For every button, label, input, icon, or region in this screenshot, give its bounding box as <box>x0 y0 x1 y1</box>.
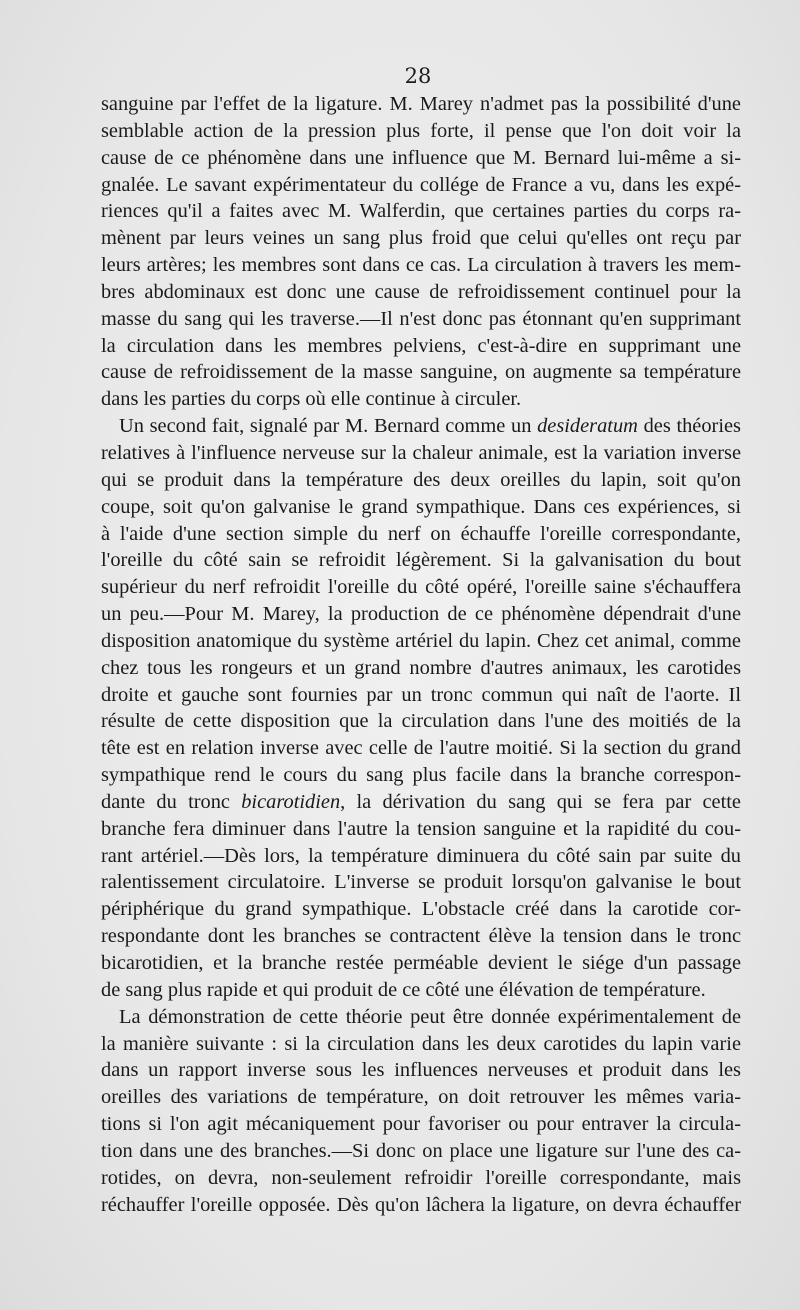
text-line <box>101 413 741 440</box>
text-line: relatives à l'influence nerveuse sur la chaleur animale, est la variation inverse <box>101 441 741 464</box>
text-line: disposition anatomique du système artériel du lapin. Chez cet animal, comme <box>101 629 741 652</box>
text-line: tions si l'on agit mécaniquement pour favoriser ou pour entraver la circula- <box>101 1113 741 1136</box>
italic-term: bicarotidien <box>241 790 341 813</box>
text-line: bicarotidien, et la branche restée perméable devient le siége d'un passage <box>101 952 741 974</box>
text-line: riences qu'il a faites avec M. Walferdin, que certaines parties du corps ra- <box>101 200 741 223</box>
text-line: résulte de cette disposition que la circulation dans l'une des moitiés de la <box>101 710 741 733</box>
text-line: rant artériel.—Dès lors, la température diminuera du côté sain par suite du <box>101 844 741 867</box>
text-line: dans les parties du corps où elle continue à circuler. <box>101 388 522 411</box>
text-line: droite et gauche sont fournies par un tronc commun qui naît de l'aorte. Il <box>101 683 741 706</box>
text-line: l'oreille du côté sain se refroidit légèrement. Si la galvanisation du bout <box>101 549 741 572</box>
text-line: tête est en relation inverse avec celle de l'autre moitié. Si la section du grand <box>101 737 741 760</box>
text-line: masse du sang qui les traverse.—Il n'est donc pas étonnant qu'en supprimant <box>101 307 741 330</box>
text-run: Un second fait, signalé par M. Bernard comme un <box>119 415 538 438</box>
text-line: bres abdominaux est donc une cause de refroidissement continuel pour la <box>101 280 741 303</box>
italic-term: desideratum <box>537 415 638 438</box>
text-line: branche fera diminuer dans l'autre la tension sanguine et la rapidité du cou- <box>101 817 741 840</box>
text-line: La démonstration de cette théorie peut être donnée expérimentalement de <box>119 1005 741 1028</box>
text-line: coupe, soit qu'on galvanise le grand sympathique. Dans ces expériences, si <box>101 495 741 518</box>
text-line: à l'aide d'une section simple du nerf on échauffe l'oreille correspondante, <box>101 522 741 545</box>
text-line: leurs artères; les membres sont dans ce cas. La circulation à travers les mem- <box>101 254 741 277</box>
text-line: dans un rapport inverse sous les influences nerveuses et produit dans les <box>101 1059 741 1082</box>
text-line: cause de ce phénomène dans une influence que M. Bernard lui-même a si- <box>101 146 741 169</box>
text-line: oreilles des variations de température, on doit retrouver les mêmes varia- <box>101 1086 741 1109</box>
text-run: dante du tronc <box>101 790 242 813</box>
text-line: gnalée. Le savant expérimentateur du collége de France a vu, dans les expé- <box>101 173 741 196</box>
text-line: réchauffer l'oreille opposée. Dès qu'on lâchera la ligature, on devra échauffer <box>101 1193 741 1216</box>
page-number: 28 <box>404 64 432 88</box>
text-line: qui se produit dans la température des deux oreilles du lapin, soit qu'on <box>101 468 741 491</box>
text-line: mènent par leurs veines un sang plus froid que celui qu'elles ont reçu par <box>101 227 741 250</box>
text-line: semblable action de la pression plus forte, il pense que l'on doit voir la <box>101 119 741 142</box>
text-line: un peu.—Pour M. Marey, la production de ce phénomène dépendrait d'une <box>101 603 741 626</box>
text-line: cause de refroidissement de la masse sanguine, on augmente sa température <box>101 361 741 384</box>
text-line: de sang plus rapide et qui produit de ce côté une élévation de température. <box>101 978 706 1001</box>
text-line: la manière suivante : si la circulation dans les deux carotides du lapin varie <box>101 1032 741 1055</box>
text-run: des théories <box>637 415 741 438</box>
text-line: périphérique du grand sympathique. L'obstacle créé dans la carotide cor- <box>101 898 741 921</box>
text-line: chez tous les rongeurs et un grand nombre d'autres animaux, les carotides <box>101 656 741 679</box>
body-text <box>101 91 741 1218</box>
text-line: respondante dont les branches se contractent élève la tension dans le tronc <box>101 925 741 948</box>
text-line <box>101 789 741 816</box>
text-line: sympathique rend le cours du sang plus facile dans la branche correspon- <box>101 764 741 787</box>
text-run: , la dérivation du sang qui se fera par cette <box>340 790 741 813</box>
text-line: tion dans une des branches.—Si donc on place une ligature sur l'une des ca- <box>101 1139 741 1162</box>
text-line: la circulation dans les membres pelviens, c'est-à-dire en supprimant une <box>101 334 741 357</box>
text-line: sanguine par l'effet de la ligature. M. Marey n'admet pas la possibilité d'une <box>101 93 741 115</box>
text-line: ralentissement circulatoire. L'inverse se produit lorsqu'on galvanise le bout <box>101 871 741 894</box>
text-line: supérieur du nerf refroidit l'oreille du côté opéré, l'oreille saine s'échauffera <box>101 576 741 599</box>
text-line: rotides, on devra, non-seulement refroidir l'oreille correspondante, mais <box>101 1166 741 1189</box>
